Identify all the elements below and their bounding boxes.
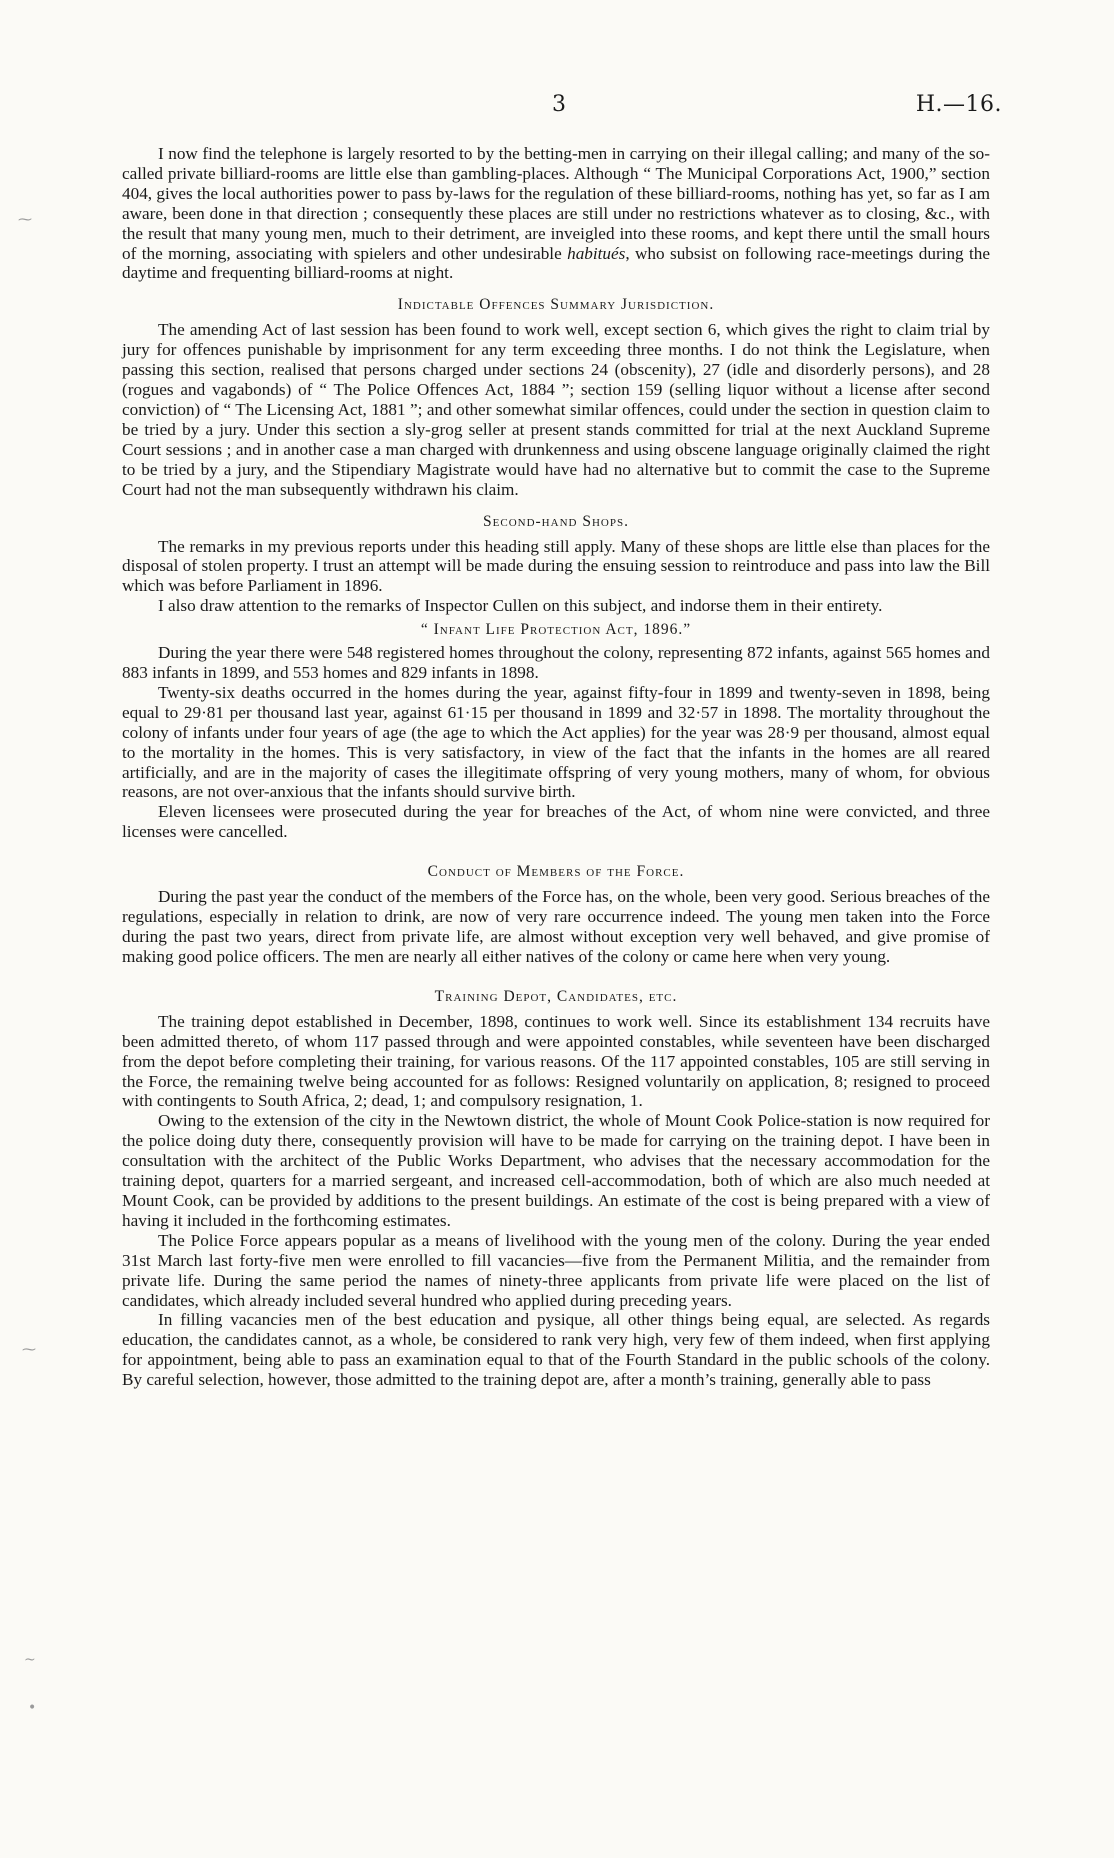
section-heading-infant-life-protection: “ Infant Life Protection Act, 1896.” — [420, 621, 692, 639]
section-heading-conduct-of-force: Conduct of Members of the Force. — [427, 863, 685, 881]
section-heading-second-hand-shops: Second-hand Shops. — [483, 512, 629, 530]
page-number: 3 — [552, 92, 566, 117]
intro-text-1: I now find the telephone is largely resorted to by the betting-men in carrying on their illegal calling; and many of the so-called private billiard-rooms are little else than gambling-places. Although “ The Municipal Corporations Act, 1900,” section 404, gives the local authorities power to pass by-laws for the regulation of these billiard-rooms, nothing has yet, so far as I am aware, been done in that direction ; consequently these places are still under no restrictions whatever as to closing, &c., with the result that many young men, much to their detriment, are inveigled into these rooms, and kept there until the small hours of the morning, associating with spielers and other undesirable — [122, 144, 990, 263]
margin-mark: ⁓ — [18, 212, 32, 228]
page-header — [0, 92, 1114, 122]
intro-italic: habitués — [567, 243, 626, 263]
infant-life-paragraph-3: Eleven licensees were prosecuted during the year for breaches of the Act, of whom nine were convicted, and three licenses were cancelled. — [122, 802, 990, 842]
intro-text-2: , who subsist on following race-meetings during the daytime and frequenting billiard-rooms at night. — [122, 243, 991, 283]
margin-mark: ~ — [24, 1652, 36, 1668]
conduct-paragraph: During the past year the conduct of the members of the Force has, on the whole, been very good. Serious breaches of the regulations, especially in relation to drink, are now of very rare occurrence indeed. The young men taken into the Force during the past two years, direct from private life, are almost without exception very well behaved, and give promise of making good police officers. The men are nearly all either natives of the colony or came here when very young. — [122, 887, 990, 966]
infant-life-paragraph-1: During the year there were 548 registered homes throughout the colony, representing 872 infants, against 565 homes and 883 infants in 1899, and 553 homes and 829 infants in 1898. — [122, 643, 990, 683]
second-hand-shops-paragraph-1: The remarks in my previous reports under this heading still apply. Many of these shops are little else than places for the disposal of stolen property. I trust an attempt will be made during the ensuing session to reintroduce and pass into law the Bill which was before Parliament in 1896. — [122, 536, 990, 596]
margin-mark: ⁓ — [22, 1342, 36, 1358]
body-text — [122, 144, 990, 1390]
indictable-offences-paragraph: The amending Act of last session has been found to work well, except section 6, which gives the right to claim trial by jury for offences punishable by imprisonment for any term exceeding three months. I do not think the Legislature, when passing this section, realised that persons charged under sections 24 (obscenity), 27 (idle and disorderly persons), and 28 (rogues and vagabonds) of “ The Police Offences Act, 1884 ”; section 159 (selling liquor without a license after second conviction) of “ The Licensing Act, 1881 ”; and other somewhat similar offences, could under the section in question claim to be tried by a jury. Under this section a sly-grog seller at present stands committed for trial at the next Auckland Supreme Court sessions ; and in another case a man charged with drunkenness and using obscene language originally claimed the right to be tried by a jury, and the Stipendiary Magistrate would have had no alternative but to commit the case to the Supreme Court had not the man subsequently withdrawn his claim. — [122, 320, 990, 499]
document-reference: H.—16. — [915, 92, 1002, 117]
training-depot-paragraph-4: In filling vacancies men of the best education and pysique, all other things being equal, are selected. As regards education, the candidates cannot, as a whole, be considered to rank very high, very few of them indeed, when first applying for appointment, being able to pass an examination equal to that of the Fourth Standard in the public schools of the colony. By careful selection, however, those admitted to the training depot are, after a month’s training, generally able to pass — [122, 1310, 990, 1390]
intro-paragraph — [122, 144, 990, 283]
training-depot-paragraph-3: The Police Force appears popular as a means of livelihood with the young men of the colony. During the year ended 31st March last forty-five men were enrolled to fill vacancies—five from the Permanent Militia, and the remainder from private life. During the same period the names of ninety-three applicants from private life were placed on the list of candidates, which already included several hundred who applied during preceding years. — [122, 1230, 990, 1310]
training-depot-paragraph-1: The training depot established in December, 1898, continues to work well. Since its establishment 134 recruits have been admitted thereto, of whom 117 passed through and were appointed constables, while seventeen have been discharged from the depot before completing their training, for various reasons. Of the 117 appointed constables, 105 are still serving in the Force, the remaining twelve being accounted for as follows: Resigned voluntarily on application, 8; resigned to proceed with contingents to South Africa, 2; dead, 1; and compulsory resignation, 1. — [122, 1011, 990, 1111]
section-heading-training-depot: Training Depot, Candidates, etc. — [434, 987, 678, 1005]
section-heading-indictable-offences: Indictable Offences Summary Jurisdiction. — [397, 296, 715, 314]
margin-mark: • — [28, 1700, 37, 1716]
second-hand-shops-paragraph-2: I also draw attention to the remarks of Inspector Cullen on this subject, and indorse them in their entirety. — [158, 596, 883, 616]
training-depot-paragraph-2: Owing to the extension of the city in the Newtown district, the whole of Mount Cook Police-station is now required for the police doing duty there, consequently provision will have to be made for carrying on the training depot. I have been in consultation with the architect of the Public Works Department, who advises that the necessary accommodation for the training depot, quarters for a married sergeant, and increased cell-accommodation, both of which are also much needed at Mount Cook, can be provided by additions to the present buildings. An estimate of the cost is being prepared with a view of having it included in the forthcoming estimates. — [122, 1111, 990, 1230]
infant-life-paragraph-2: Twenty-six deaths occurred in the homes during the year, against fifty-four in 1899 and twenty-seven in 1898, being equal to 29·81 per thousand last year, against 61·15 per thousand in 1899 and 32·57 in 1898. The mortality throughout the colony of infants under four years of age (the age to which the Act applies) for the year was 28·9 per thousand, almost equal to the mortality in the homes. This is very satisfactory, in view of the fact that the infants in the homes are all reared artificially, and are in the majority of cases the illegitimate offspring of very young mothers, many of whom, for obvious reasons, are not over-anxious that the infants should survive birth. — [122, 682, 990, 802]
